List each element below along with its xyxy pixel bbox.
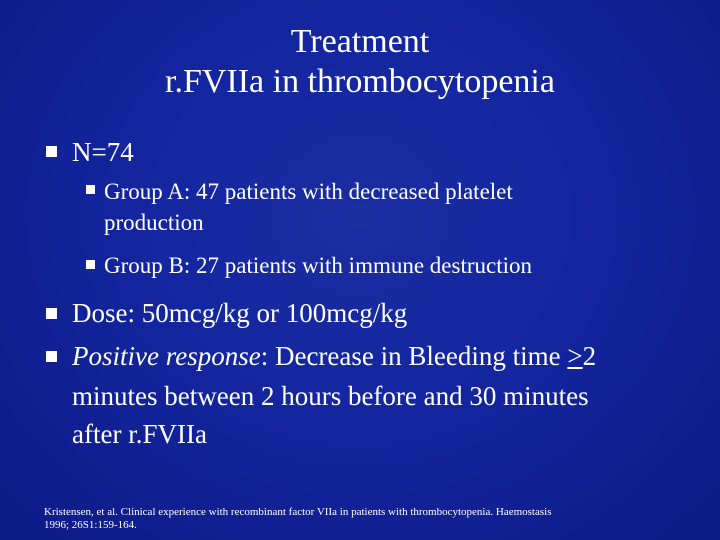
bullet-n: N=74 — [72, 137, 134, 167]
bullet-positive-response — [72, 336, 596, 376]
slide-title — [0, 22, 720, 102]
bullet-square-icon — [46, 308, 57, 319]
title-line-2: r.FVIIa in thrombocytopenia — [165, 63, 555, 100]
citation — [44, 506, 684, 532]
bullet-square-icon — [86, 260, 95, 269]
bullet-group-a: Group A: 47 patients with decreased platelet — [104, 179, 513, 204]
bullet-positive-response-line-2: minutes between 2 hours before and 30 minutes — [72, 381, 589, 411]
bullet-positive-response-line-3: after r.FVIIa — [72, 419, 207, 449]
greater-equal-symbol: > — [567, 341, 583, 371]
positive-response-text: : Decrease in Bleeding time — [260, 341, 568, 371]
bullet-square-icon — [86, 185, 95, 194]
citation-line-2: 1996; 26S1:159-164. — [44, 519, 137, 531]
positive-response-label: Positive response — [72, 341, 261, 371]
title-line-1: Treatment — [290, 23, 430, 60]
bullet-dose: Dose: 50mcg/kg or 100mcg/kg — [72, 298, 408, 328]
positive-response-value: 2 — [582, 341, 597, 371]
bullet-square-icon — [46, 351, 57, 362]
citation-line-1: Kristensen, et al. Clinical experience with recombinant factor VIIa in patients with thrombocytopenia. Haemostasis — [44, 506, 552, 518]
bullet-group-b: Group B: 27 patients with immune destruction — [104, 253, 533, 278]
bullet-group-a-continued: production — [104, 210, 204, 235]
bullet-square-icon — [46, 146, 57, 157]
